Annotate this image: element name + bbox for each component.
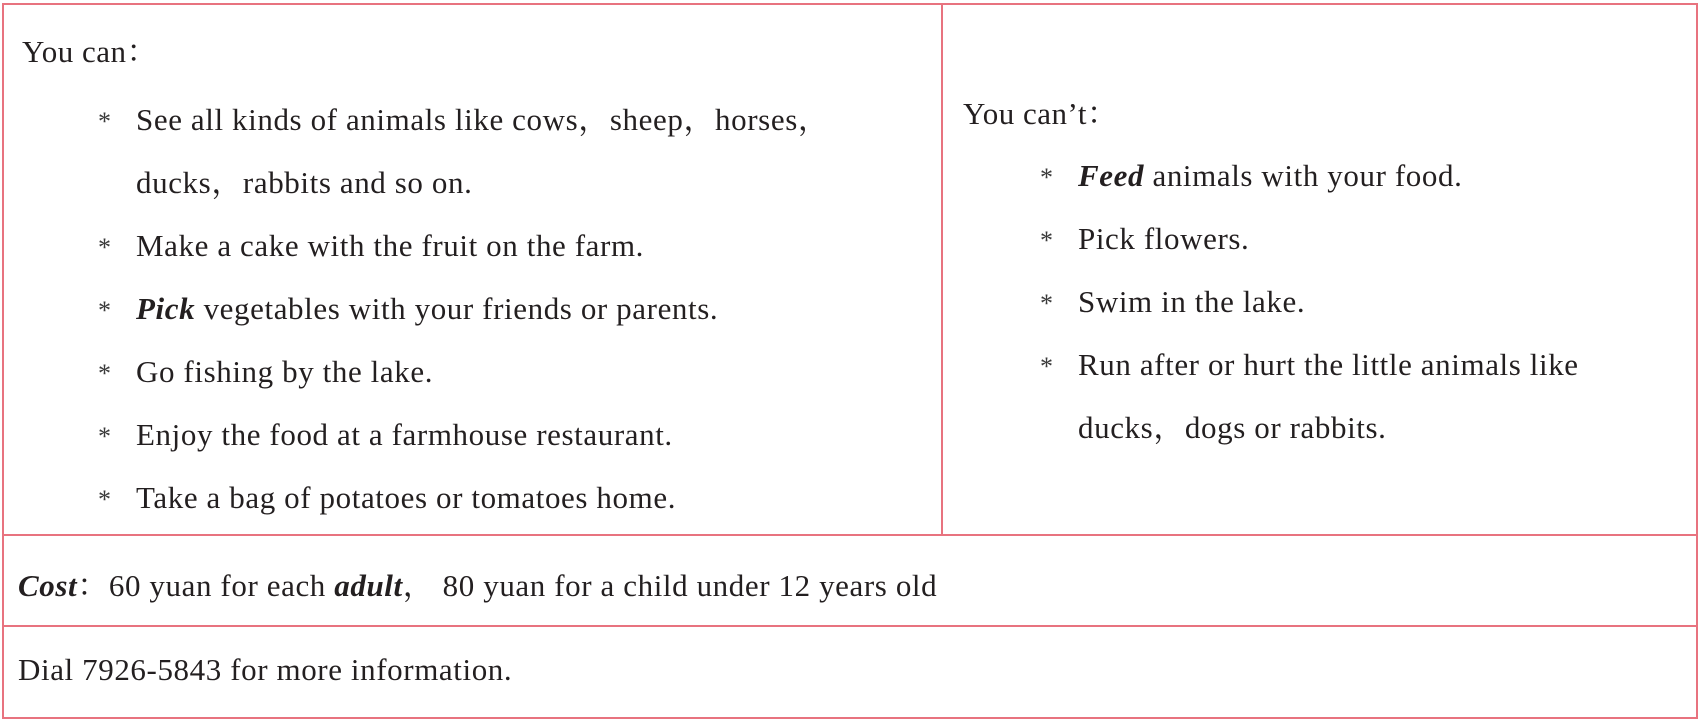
row-divider-cost [2, 534, 1698, 536]
item-text-continued: ducks，rabbits and so on. [136, 165, 473, 200]
column-divider [941, 3, 943, 535]
asterisk-bullet-icon: * [98, 485, 112, 514]
can-heading: You can： [22, 34, 159, 69]
list-item [1040, 144, 1690, 207]
item-text: animals with your food. [1144, 158, 1463, 193]
asterisk-bullet-icon: * [1040, 289, 1054, 318]
list-item [98, 277, 928, 340]
item-text: Enjoy the food at a farmhouse restaurant. [136, 417, 673, 452]
item-text: Swim in the lake. [1078, 284, 1306, 319]
cost-text: 60 yuan for each [108, 568, 335, 603]
list-item [98, 466, 928, 529]
asterisk-bullet-icon: * [1040, 163, 1054, 192]
keyword: Pick [136, 291, 196, 326]
asterisk-bullet-icon: * [98, 422, 112, 451]
asterisk-bullet-icon: * [98, 296, 112, 325]
asterisk-bullet-icon: * [1040, 226, 1054, 255]
asterisk-bullet-icon: * [98, 107, 112, 136]
cost-keyword: adult [334, 568, 403, 603]
cant-list [1040, 144, 1690, 459]
can-list [98, 88, 928, 529]
item-text: Run after or hurt the little animals like [1078, 347, 1579, 382]
asterisk-bullet-icon: * [98, 233, 112, 262]
cost-separator: ： [77, 568, 109, 603]
list-item [1040, 207, 1690, 270]
asterisk-bullet-icon: * [1040, 352, 1054, 381]
list-item [1040, 333, 1690, 459]
item-text: Pick flowers. [1078, 221, 1250, 256]
cost-label: Cost [18, 568, 78, 603]
list-item [98, 340, 928, 403]
item-text: Go fishing by the lake. [136, 354, 434, 389]
item-text-continued: ducks，dogs or rabbits. [1078, 410, 1387, 445]
list-item [98, 214, 928, 277]
asterisk-bullet-icon: * [98, 359, 112, 388]
cost-text-continued: ， 80 yuan for a child under 12 years old [402, 568, 938, 603]
item-text: Take a bag of potatoes or tomatoes home. [136, 480, 677, 515]
keyword: Feed [1078, 158, 1145, 193]
row-divider-contact [2, 625, 1698, 627]
list-item [98, 88, 928, 214]
item-text: vegetables with your friends or parents. [195, 291, 719, 326]
list-item [1040, 270, 1690, 333]
cost-line [18, 560, 937, 605]
contact-line: Dial 7926-5843 for more information. [18, 652, 513, 687]
list-item [98, 403, 928, 466]
item-text: Make a cake with the fruit on the farm. [136, 228, 645, 263]
cant-heading: You can’t： [963, 96, 1119, 131]
item-text: See all kinds of animals like cows，sheep，horses， [136, 102, 830, 137]
